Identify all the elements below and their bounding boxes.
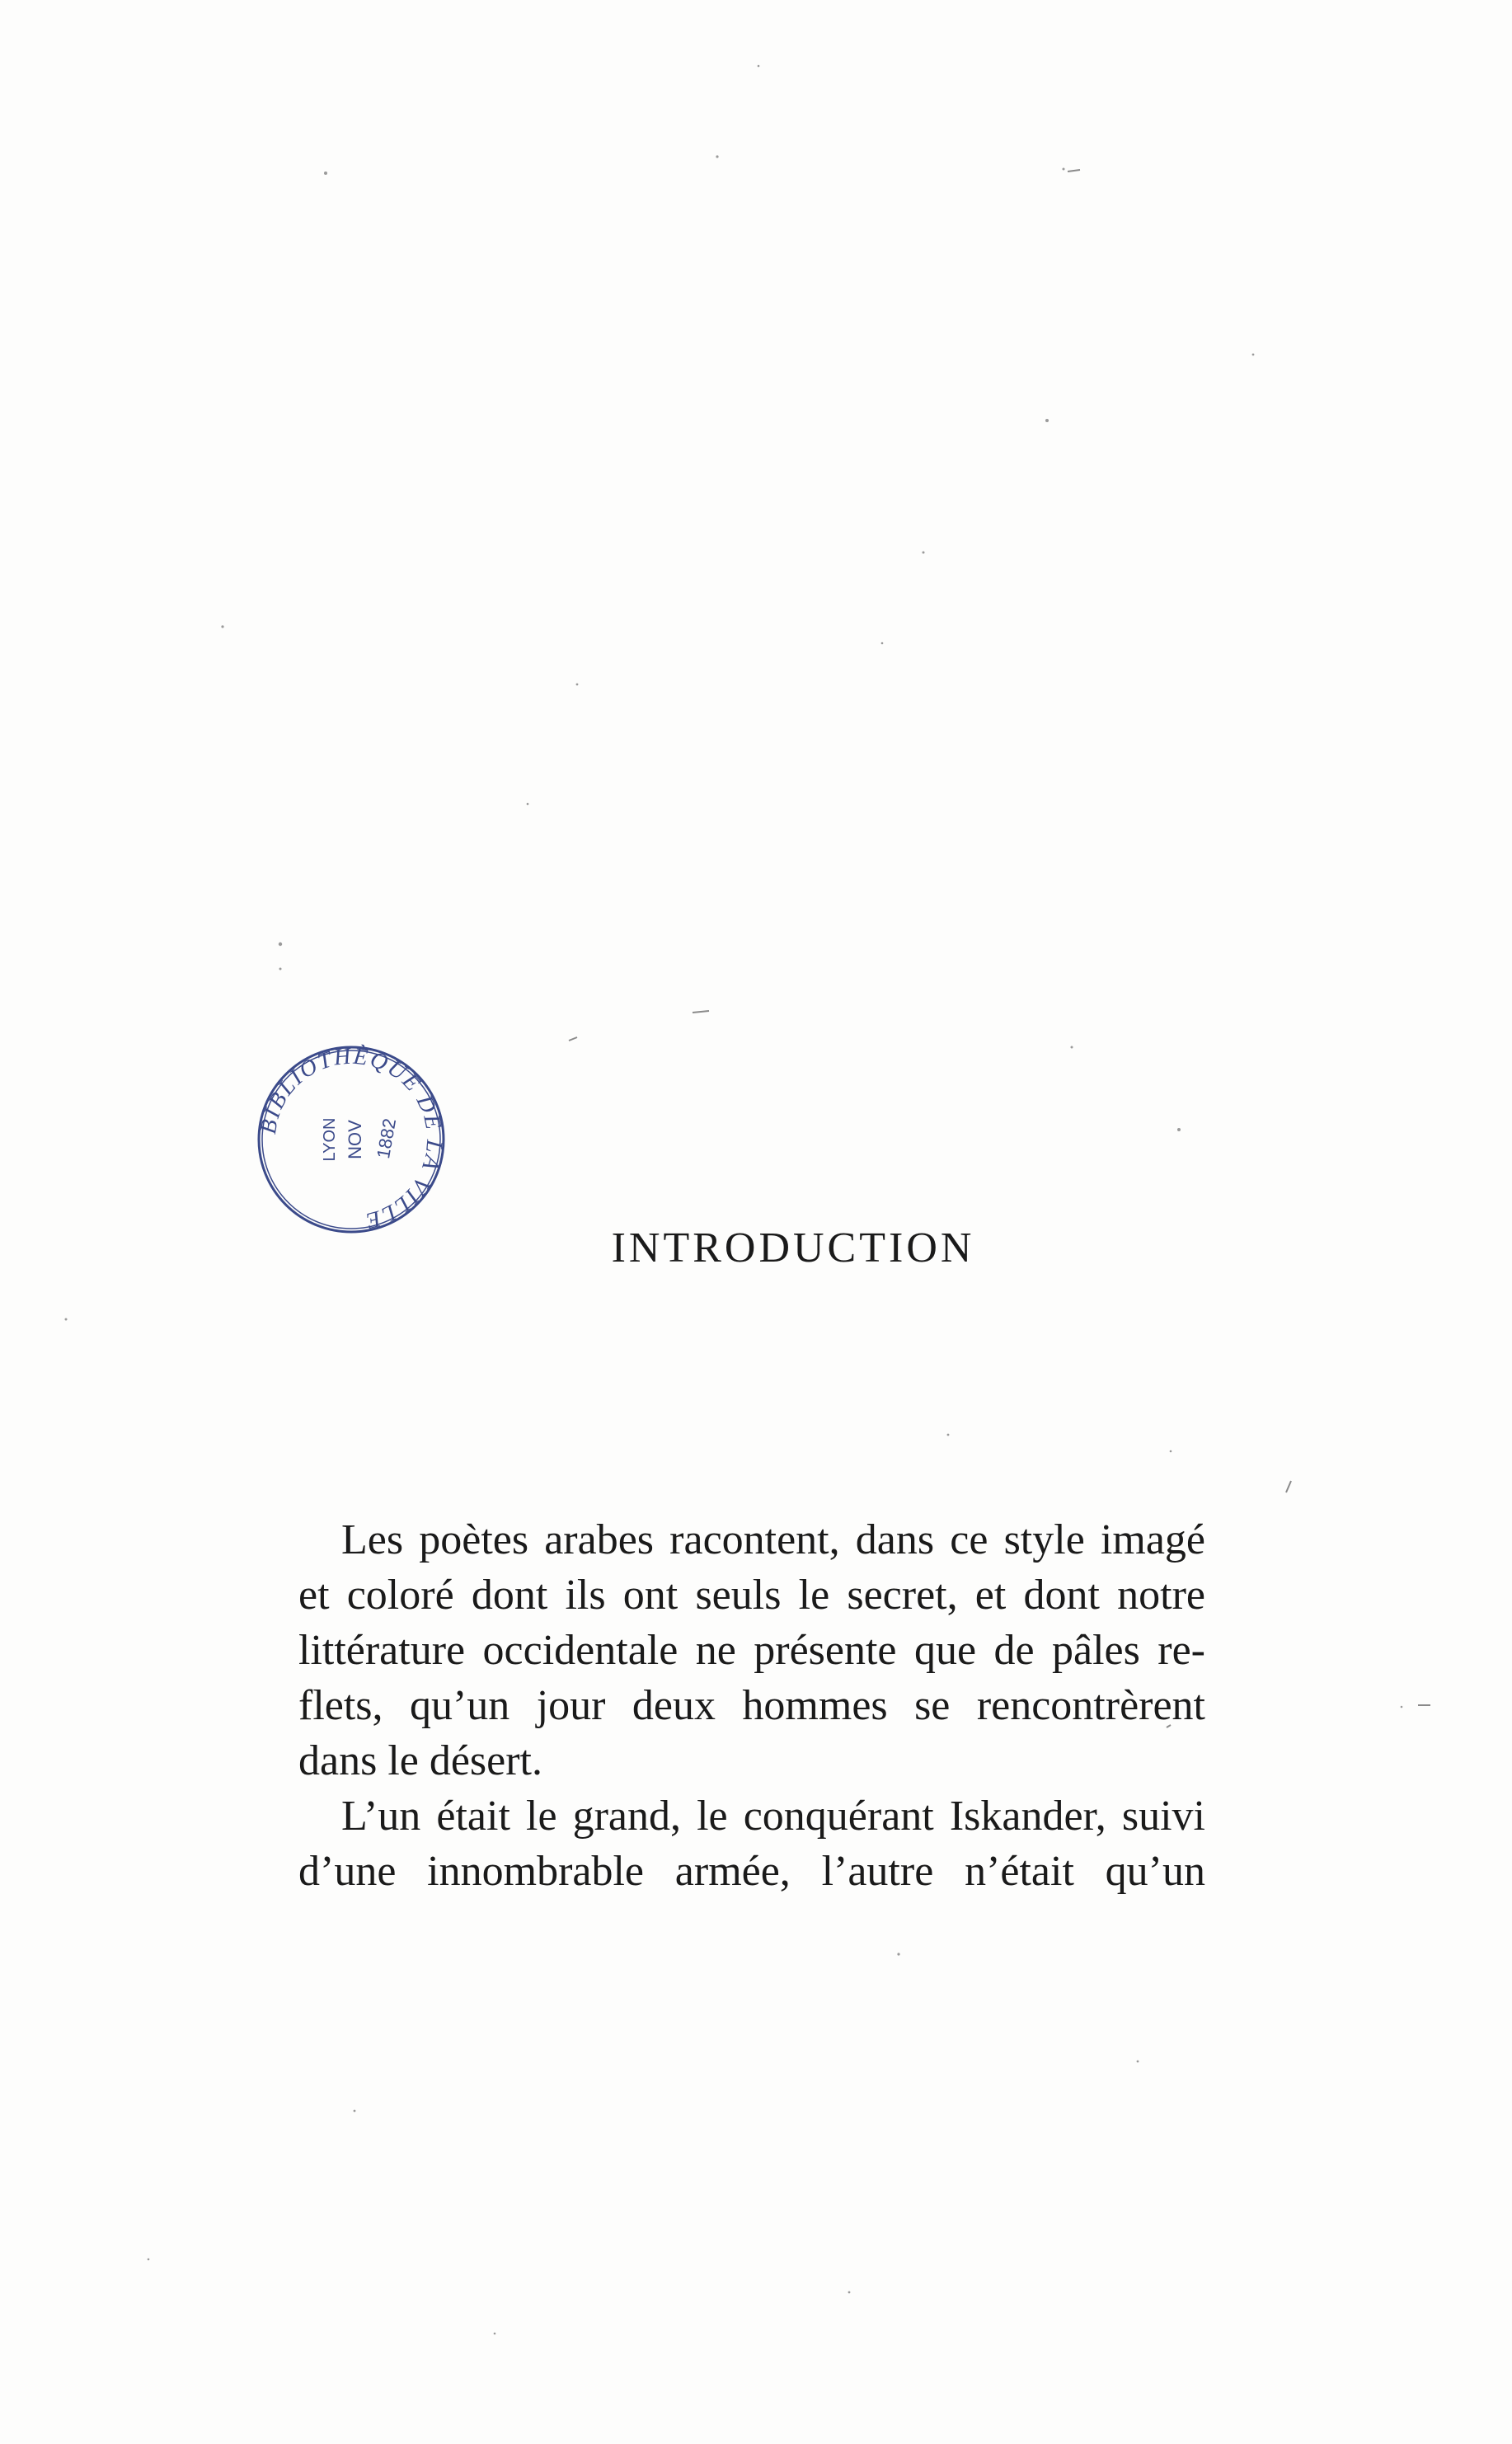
text-line: littérature occidentale ne présente que de pâles re- [298,1627,1205,1674]
chapter-heading: INTRODUCTION [611,1224,975,1271]
text-line: d’une innombrable armée, l’autre n’était qu’un [298,1848,1205,1895]
svg-text:BIBLIOTHÈQUE DE LA VILLE: BIBLIOTHÈQUE DE LA VILLE [256,1043,448,1234]
library-stamp-seal [252,1041,450,1238]
svg-text:LYON: LYON [321,1117,339,1162]
text-line: L’un était le grand, le conquérant Iskander, suivi [341,1793,1205,1840]
svg-text:NOV: NOV [345,1120,365,1159]
body-text [298,1512,1205,1899]
svg-text:1882: 1882 [373,1116,401,1160]
text-line: flets, qu’un jour deux hommes se rencontrèrent [298,1682,1205,1729]
text-line: Les poètes arabes racontent, dans ce style imagé [341,1516,1205,1563]
text-line: et coloré dont ils ont seuls le secret, et dont notre [298,1572,1205,1619]
text-line: dans le désert. [298,1737,543,1784]
